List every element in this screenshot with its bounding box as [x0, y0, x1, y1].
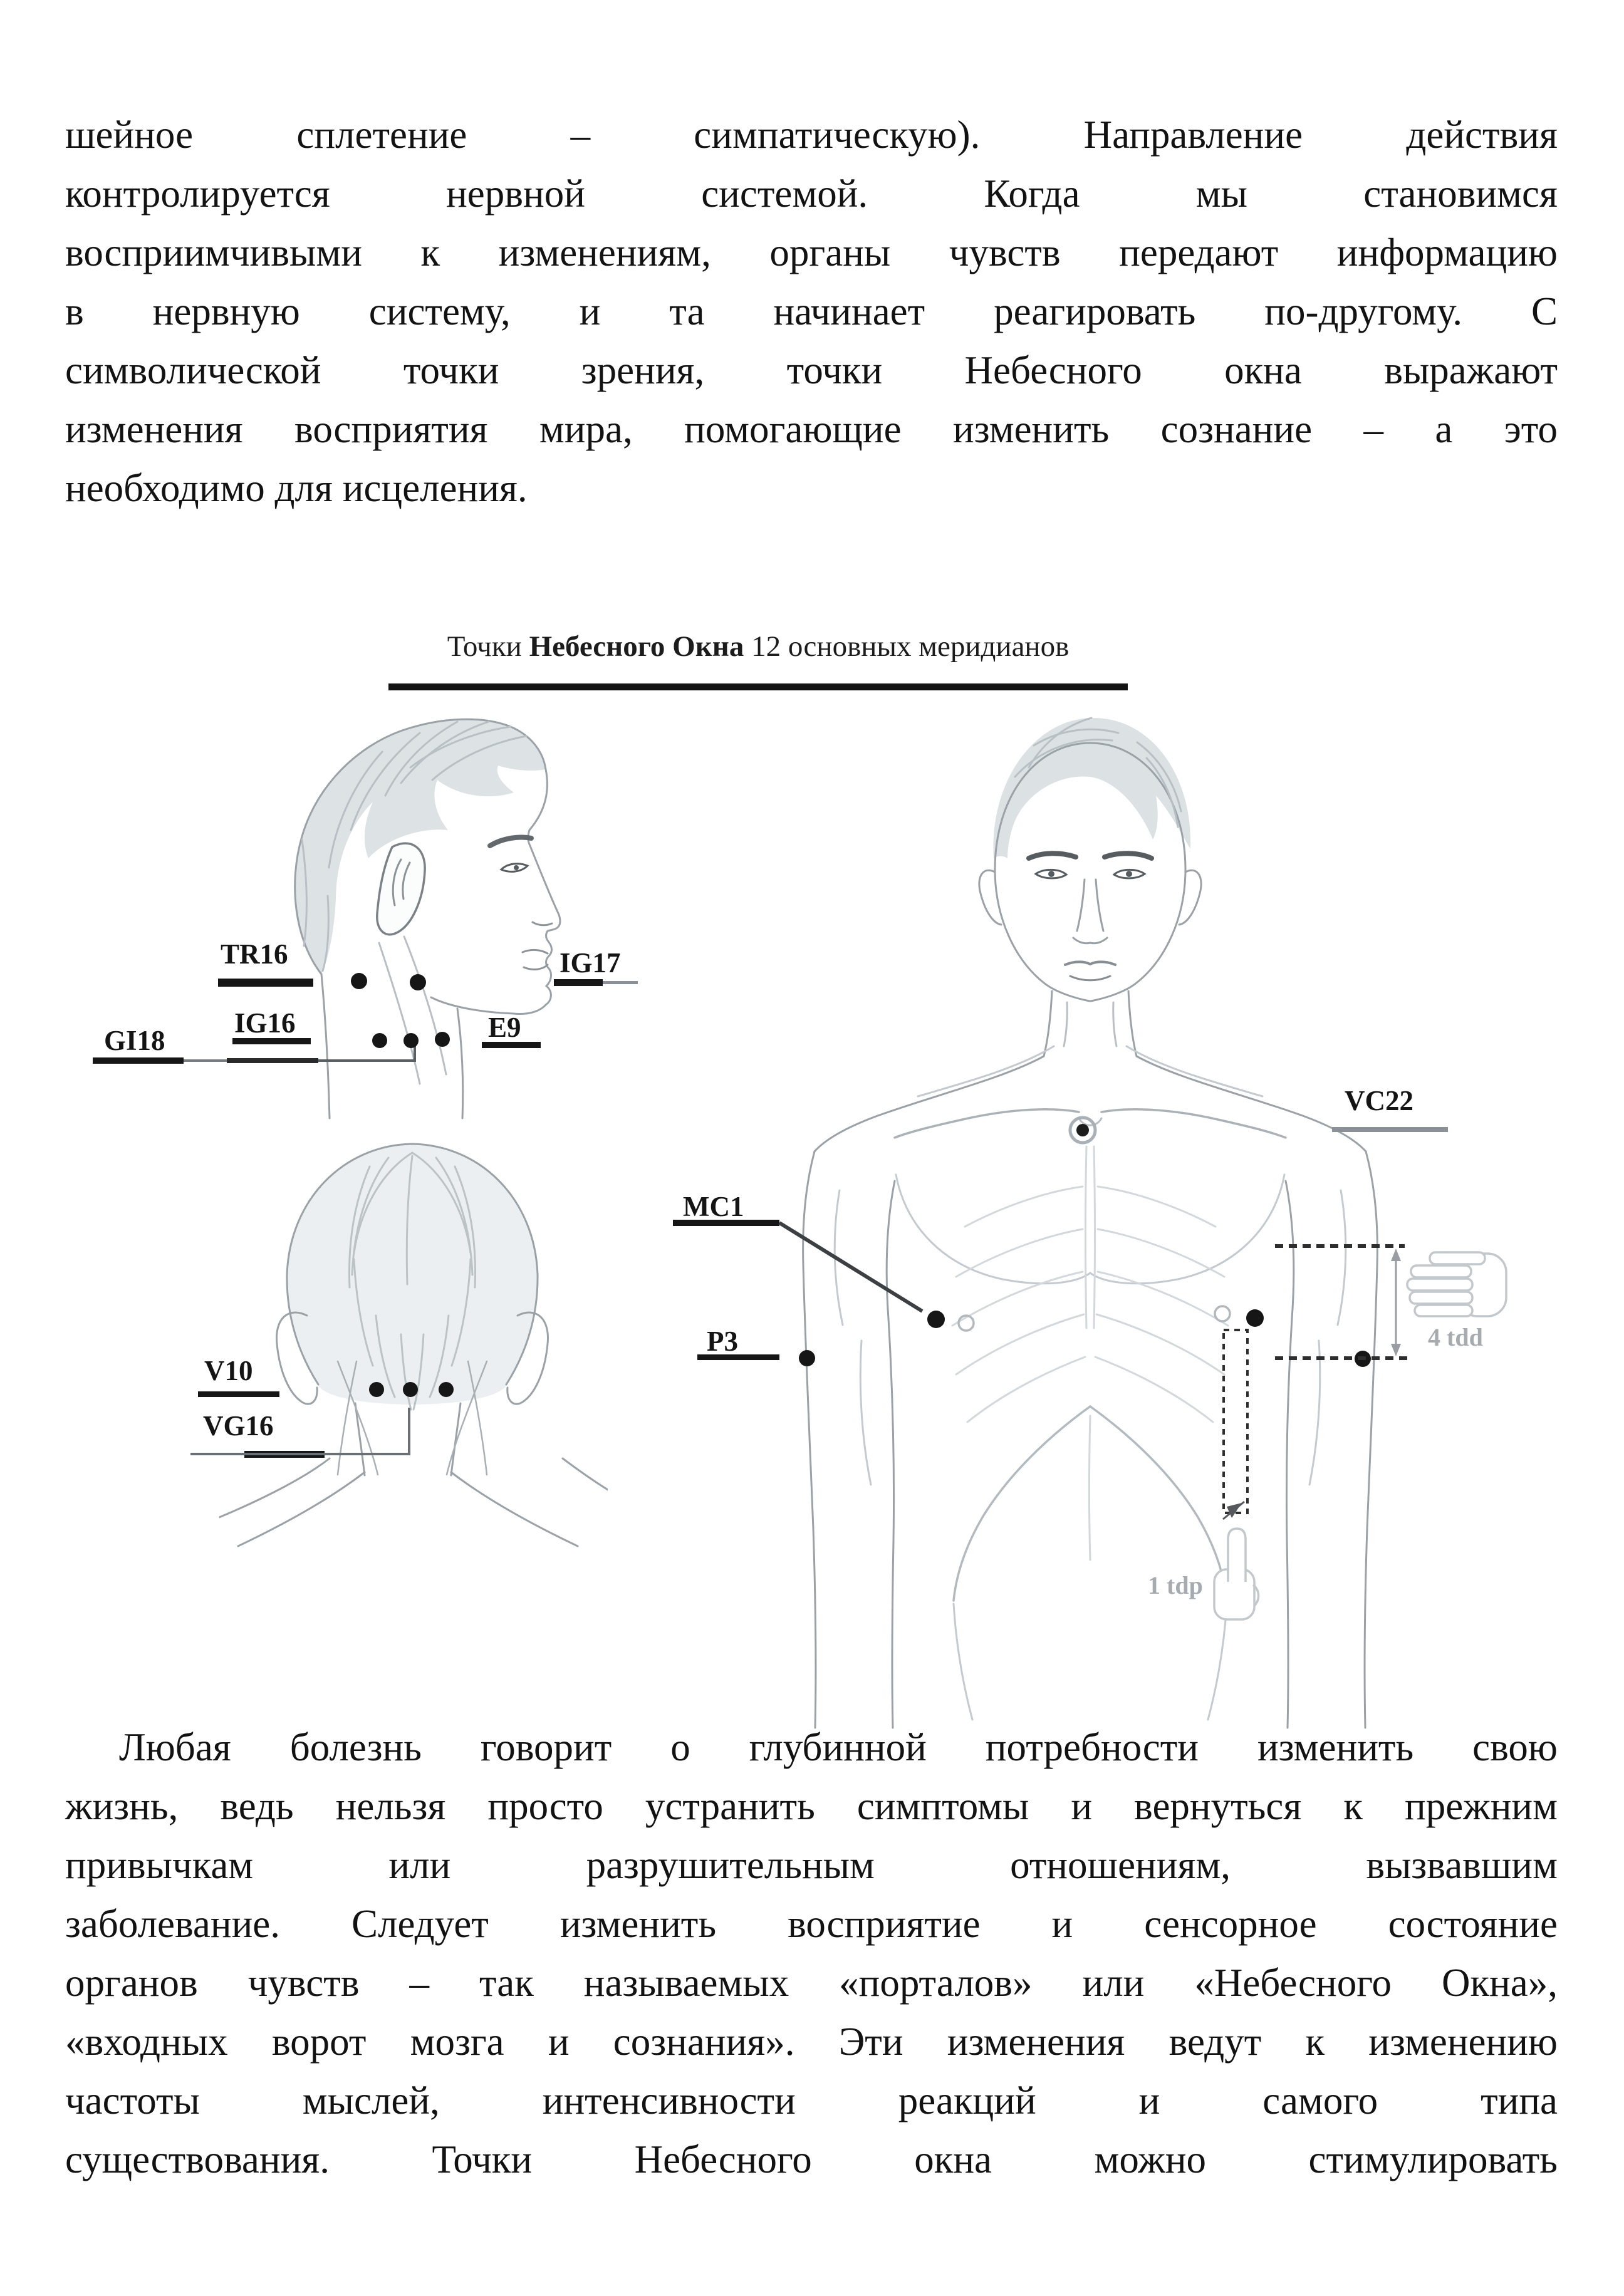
acupoint-dot-v10-right: [439, 1382, 454, 1397]
figure-title-post: 12 основных меридианов: [744, 630, 1070, 663]
text-line: символической точки зрения, точки Небесного окна выражают: [65, 348, 1558, 392]
annotation-4tdd: 4 tdd: [1428, 1323, 1483, 1351]
acupoint-dot-ig17: [410, 974, 426, 990]
v10-underline: [198, 1391, 279, 1397]
nipple-ring-left: [959, 1316, 974, 1331]
label-vg16: VG16: [203, 1410, 274, 1441]
acupoint-dot-vc22: [1076, 1124, 1089, 1136]
acupoint-dot-gi18: [403, 1033, 419, 1048]
acupoint-dot-mc1: [927, 1311, 945, 1328]
text-line: Любая болезнь говорит о глубинной потребности изменить свою: [119, 1725, 1558, 1769]
label-p3: P3: [707, 1326, 738, 1357]
label-ig17: IG17: [560, 947, 621, 979]
annotation-1tdp: 1 tdp: [1148, 1571, 1203, 1599]
acupoint-dot-v10-left: [369, 1382, 384, 1397]
label-ig16: IG16: [234, 1007, 296, 1039]
paragraph-top: [65, 105, 1558, 517]
paragraph-bottom: [65, 1718, 1558, 2189]
acupoint-dot-ig16: [372, 1033, 387, 1048]
points-overlay: [0, 617, 1624, 1738]
gi18-leader-line: [318, 1046, 415, 1061]
text-line: шейное сплетение – симпатическую). Направление действия: [65, 113, 1558, 157]
tr16-underline: [218, 979, 313, 987]
text-line: жизнь, ведь нельзя просто устранить симптомы и вернуться к прежним: [65, 1784, 1558, 1828]
acupoint-dot-p3: [799, 1350, 815, 1366]
figure-title-bold: Небесного Окна: [529, 630, 744, 663]
ig17-underline: [554, 979, 603, 986]
text-line: в нервную систему, и та начинает реагировать по-другому. С: [65, 289, 1558, 333]
acupoint-dot-tr16: [351, 973, 367, 989]
hand-width-icon: [1407, 1252, 1506, 1316]
text-line: заболевание. Следует изменить восприятие и сенсорное состояние: [65, 1902, 1558, 1946]
mc1-leader-line: [779, 1223, 922, 1311]
acupoint-dot-vg16: [403, 1382, 418, 1397]
text-line: контролируется нервной системой. Когда мы становимся: [65, 172, 1558, 216]
label-mc1: MC1: [683, 1191, 744, 1222]
text-line: изменения восприятия мира, помогающие изменить сознание – а это: [65, 407, 1558, 451]
acupoint-dot-right-chest: [1246, 1309, 1264, 1327]
acupoint-dot-e9: [435, 1032, 450, 1047]
label-v10: V10: [204, 1355, 253, 1386]
text-line: привычкам или разрушительным отношениям, вызвавшим: [65, 1843, 1558, 1887]
finger-icon: [1214, 1529, 1259, 1619]
text-line: необходимо для исцеления.: [65, 466, 528, 510]
text-line: существования. Точки Небесного окна можно стимулировать: [65, 2138, 1558, 2181]
figure-title-pre: Точки: [447, 630, 529, 663]
gi18-underline: [93, 1057, 184, 1064]
text-line: «входных ворот мозга и сознания». Эти изменения ведут к изменению: [65, 2020, 1558, 2064]
acupoints-figure: [0, 617, 1624, 1738]
text-line: органов чувств – так называемых «порталов» или «Небесного Окна»,: [65, 1961, 1558, 2005]
label-e9: E9: [488, 1012, 521, 1043]
text-line: восприимчивыми к изменениям, органы чувств передают информацию: [65, 231, 1558, 274]
label-tr16: TR16: [221, 938, 288, 970]
label-vc22: VC22: [1345, 1085, 1413, 1116]
label-gi18: GI18: [104, 1025, 165, 1056]
nipple-ring-right: [1215, 1306, 1230, 1321]
text-line: частоты мыслей, интенсивности реакций и самого типа: [65, 2079, 1558, 2122]
vc22-underline: [1332, 1127, 1448, 1132]
dashed-measure-rect: [1224, 1330, 1247, 1513]
